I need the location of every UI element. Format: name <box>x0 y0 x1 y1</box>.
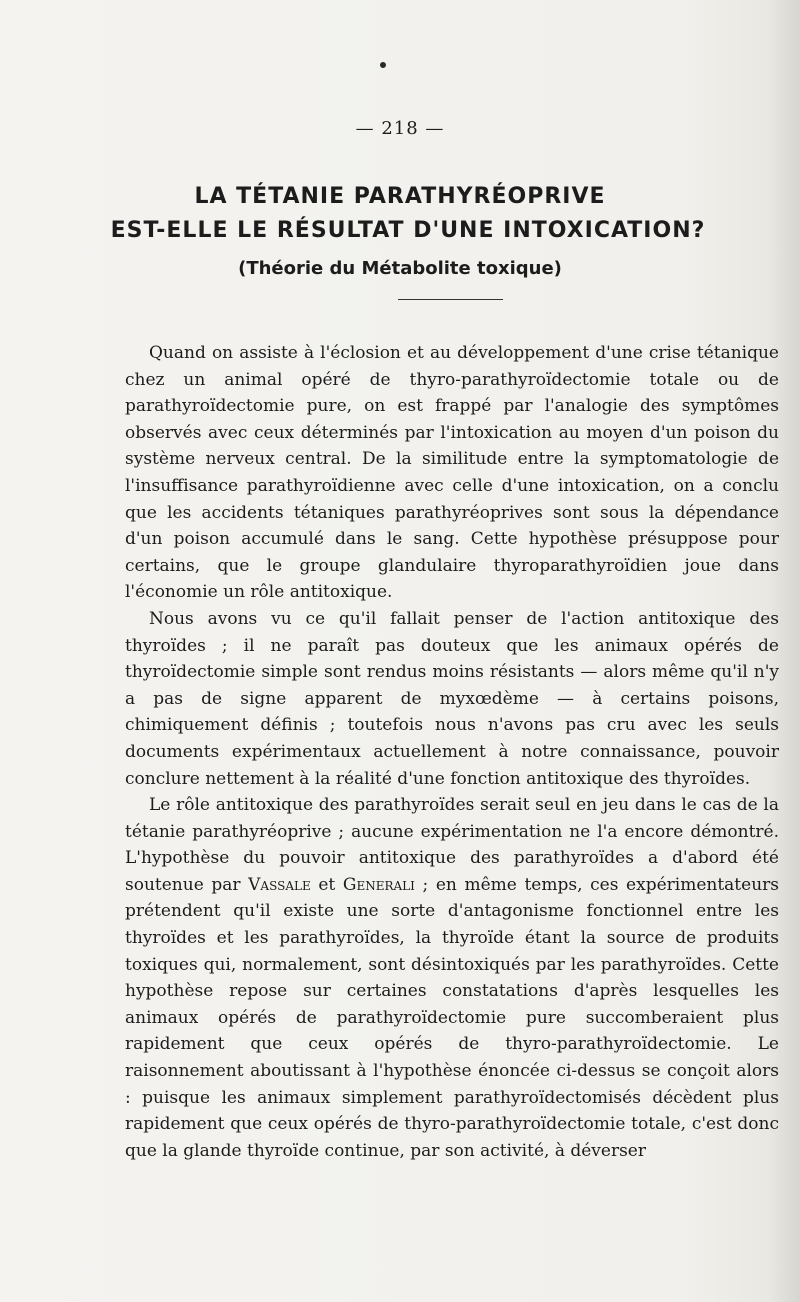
chapter-subtitle: (Théorie du Métabolite toxique) <box>238 258 562 279</box>
paragraph-3 <box>125 792 779 1164</box>
chapter-title-line-1: LA TÉTANIE PARATHYRÉOPRIVE <box>194 184 606 209</box>
paragraph-3-connector: et <box>310 874 343 895</box>
author-name-vassale: Vassale <box>248 874 311 895</box>
paragraph-2: Nous avons vu ce qu'il fallait penser de l'action antitoxique des thyroïdes ; il ne paraît pas douteux que les animaux opérés de thyroïdectomie simple sont rendus moins résistants — alors même qu'il n'y a pas de signe apparent de myxœdème — à certains poisons, chimiquement définis ; toutefois nous n'avons pas cru avec les seuls documents expérimentaux actuellement à notre connaissance, pouvoir conclure nettement à la réalité d'une fonction antitoxique des thyroïdes. <box>125 608 779 789</box>
paragraph-1: Quand on assiste à l'éclosion et au développement d'une crise tétanique chez un animal opéré de thyro-parathyroïdectomie totale ou de parathyroïdectomie pure, on est frappé par l'analogie des symptômes observés avec ceux déterminés par l'intoxication au moyen d'un poison du système nerveux central. De la similitude entre la symptomatologie de l'insuffisance parathyroïdienne avec celle d'une intoxication, on a conclu que les accidents tétaniques parathyréoprives sont sous la dépendance d'un poison accumulé dans le sang. Cette hypothèse présuppose pour certains, que le groupe glandulaire thyroparathyroïdien joue dans l'économie un rôle antitoxique. <box>125 343 779 603</box>
ink-dot <box>380 62 386 68</box>
body-text <box>125 340 779 1164</box>
page-number: — 218 — <box>355 118 445 139</box>
author-name-generali: Generali <box>342 874 415 895</box>
title-divider <box>398 299 503 300</box>
paragraph-3-text-start: Le rôle antitoxique des parathyroïdes serait seul en jeu dans le cas de la tétanie parathyréoprive ; aucune expérimentation ne l'a encore démontré. L'hypothèse du pouvoir antitoxique des parathyroïdes a d'abord été soutenue par <box>125 795 779 895</box>
chapter-title-line-2: EST-ELLE LE RÉSULTAT D'UNE INTOXICATION? <box>110 218 706 243</box>
paragraph-3-text-end: ; en même temps, ces expérimentateurs prétendent qu'il existe une sorte d'antagonisme fonctionnel entre les thyroïdes et les parathyroïdes, la thyroïde étant la source de produits toxiques qui, normalement, sont désintoxiqués par les parathyroïdes. Cette hypothèse repose sur certaines constatations d'après lesquelles les animaux opérés de parathyroïdectomie pure succomberaient plus rapidement que ceux opérés de thyro-parathyroïdectomie. Le raisonnement aboutissant à l'hypothèse énoncée ci-dessus se conçoit alors : puisque les animaux simplement parathyroïdectomisés décèdent plus rapidement que ceux opérés de thyro-parathyroïdectomie totale, c'est donc que la glande thyroïde continue, par son activité, à déverser <box>125 874 779 1161</box>
